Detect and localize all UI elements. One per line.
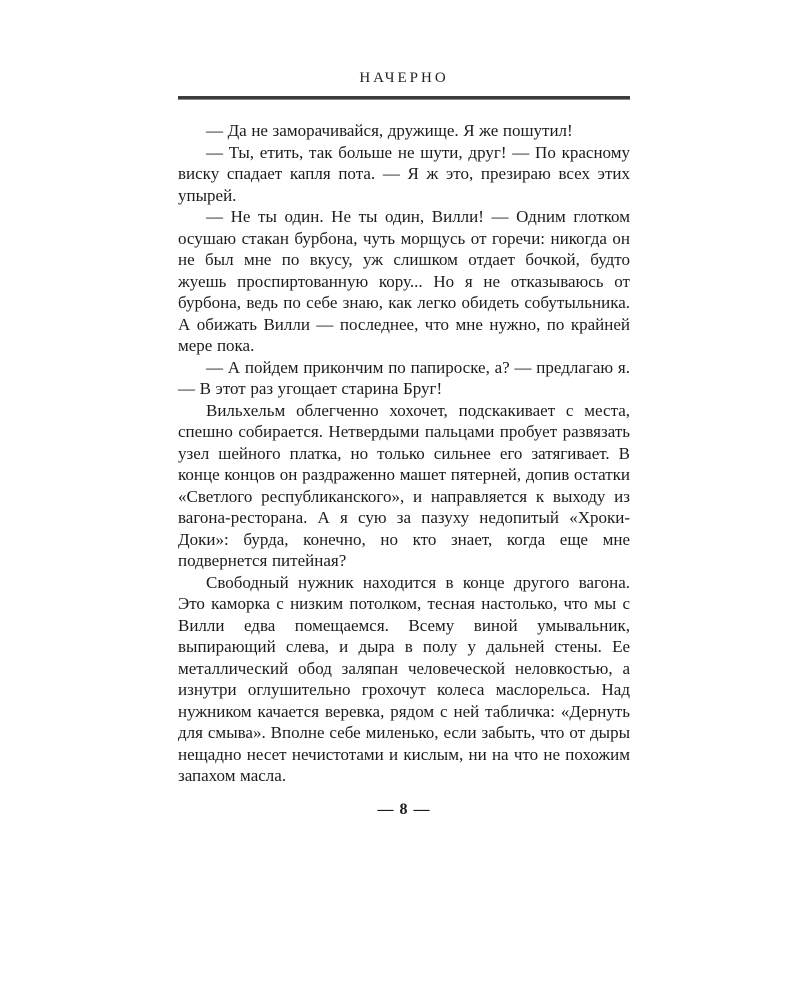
page-number: — 8 —	[377, 800, 431, 818]
paragraph: — А пойдем прикончим по папироске, а? — предлагаю я. — В этот раз угощает старина Бруг!	[178, 357, 630, 398]
header-rule	[178, 96, 630, 100]
paragraph: — Да не заморачивайся, дружище. Я же пошутил!	[206, 121, 573, 140]
paragraph: Вильхельм облегченно хохочет, подскакивает с места, спешно собирается. Нетвердыми пальцами пробует развязать узел шейного платка, но только сильнее его затягивает. В конце концов он раздраженно машет пятерней, допив остатки «Светлого республиканского», и направляется к выходу из вагона-ресторана. А я сую за пазуху недопитый «Хроки-Доки»: бурда, конечно, но кто знает, когда еще мне подвернется питейная?	[178, 400, 630, 570]
text-column	[178, 70, 630, 819]
paragraph: Свободный нужник находится в конце другого вагона. Это каморка с низким потолком, тесная настолько, что мы с Вилли едва помещаемся. Всему виной умывальник, выпирающий слева, и дыра в полу у дальней стены. Ее металлический обод заляпан человеческой неловкостью, а изнутри оглушительно грохочут колеса маслорельса. Над нужником качается веревка, рядом с ней табличка: «Дернуть для смыва». Вполне себе миленько, если забыть, что от дыры нещадно несет нечистотами и кислым, ни на что не похожим запахом масла.	[178, 572, 630, 785]
running-head-title: НАЧЕРНО	[359, 70, 449, 86]
paragraph: — Не ты один. Не ты один, Вилли! — Одним глотком осушаю стакан бурбона, чуть морщусь от горечи: никогда он не был мне по вкусу, уж слишком отдает бочкой, будто жуешь проспиртованную кору... Но я не отказываюсь от бурбона, ведь по себе знаю, как легко обидеть собутыльника. А обижать Вилли — последнее, что мне нужно, по крайней мере пока.	[178, 207, 630, 355]
paragraph: — Ты, етить, так больше не шути, друг! — По красному виску спадает капля пота. — Я ж это, презираю всех этих упырей.	[178, 142, 630, 205]
body-text	[178, 120, 630, 787]
